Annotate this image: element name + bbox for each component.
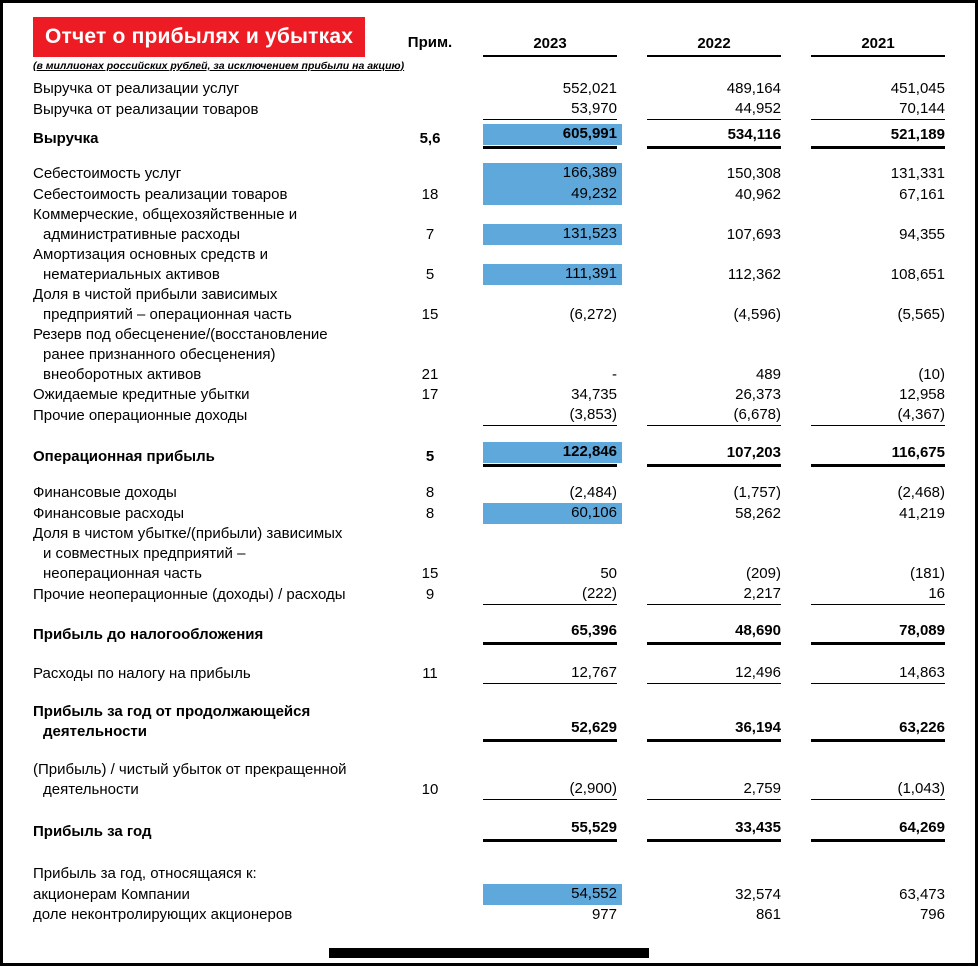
row-value: 50 [600,565,617,582]
row-label [33,625,407,645]
row-label [33,79,407,99]
label-line: нематериальных активов [43,266,220,283]
row-value: 32,574 [735,886,781,903]
label-line: Коммерческие, общехозяйственные и [33,206,298,223]
label-line: предприятий – операционная часть [43,306,292,323]
row-value: 131,331 [890,165,945,182]
row-label [33,885,407,905]
table-row [33,483,945,503]
column-header-year-2023: 2023 [483,35,617,57]
row-note: 15 [421,565,439,582]
row-label [33,585,407,605]
row-value: 861 [755,906,781,923]
row-value: 34,735 [571,386,617,403]
table-row [33,702,945,742]
row-label [33,325,407,385]
highlighted-value: 54,552 [483,884,622,905]
label-line: и совместных предприятий – [43,545,246,562]
table-row [33,124,945,149]
highlighted-value: 60,106 [483,503,622,524]
row-label [33,205,407,245]
row-label [33,185,407,205]
row-value: 12,958 [899,386,945,403]
table-row [33,663,945,684]
row-note: 10 [421,781,439,798]
row-label [33,100,407,120]
row-value: 489,164 [726,80,781,97]
row-value: 44,952 [647,99,781,120]
row-value: (181) [909,565,945,582]
row-value: (2,900) [483,779,617,800]
highlighted-value: 49,232 [483,184,622,205]
row-value: (3,853) [483,405,617,426]
row-value: (4,367) [811,405,945,426]
row-note: 15 [421,306,439,323]
highlighted-value: 605,991 [483,124,622,145]
row-note: 5 [425,448,435,465]
row-value: 94,355 [899,226,945,243]
row-value: (10) [918,366,945,383]
row-value: 52,629 [483,718,617,742]
label-line: Финансовые доходы [33,484,177,501]
label-line: Выручка [33,130,99,147]
label-line: Прибыль до налогообложения [33,626,264,643]
label-line: Прибыль за год [33,823,152,840]
row-label [33,702,407,742]
row-note: 5 [425,266,435,283]
label-line: Ожидаемые кредитные убытки [33,386,250,403]
row-value: 108,651 [890,266,945,283]
row-label [33,524,407,584]
label-line: акционерам Компании [33,886,190,903]
row-note: 7 [425,226,435,243]
label-line: Выручка от реализации товаров [33,101,259,118]
row-value: 55,529 [483,818,617,842]
table-row [33,285,945,325]
row-value: 552,021 [562,80,617,97]
label-line: внеоборотных активов [43,366,202,383]
row-value: 41,219 [899,505,945,522]
row-value: 451,045 [890,80,945,97]
row-note: 8 [425,505,435,522]
row-value: 70,144 [811,99,945,120]
label-line: Прочие операционные доходы [33,407,248,424]
table-row [33,99,945,120]
label-line: административные расходы [43,226,241,243]
label-line: Операционная прибыль [33,448,215,465]
row-value [483,184,617,205]
row-label [33,864,407,884]
row-value [483,442,617,467]
label-line: деятельности [43,723,147,740]
units-note: (в миллионах российских рублей, за исключением прибыли на акцию) [33,60,405,72]
report-body [33,79,945,925]
highlighted-value: 122,846 [483,442,622,463]
label-line: Себестоимость услуг [33,165,182,182]
title-area [33,17,407,57]
highlighted-value: 166,389 [483,163,622,184]
row-label [33,385,407,405]
row-value: (5,565) [897,306,945,323]
row-value: (1,757) [733,484,781,501]
table-row [33,205,945,245]
page-title: Отчет о прибылях и убытках [33,17,365,57]
label-line: Доля в чистой прибыли зависимых [33,286,278,303]
row-label [33,483,407,503]
label-line: деятельности [43,781,139,798]
row-value: 534,116 [647,125,781,149]
row-value [483,503,617,524]
row-label [33,245,407,285]
highlighted-value: 131,523 [483,224,622,245]
row-value: 12,496 [647,663,781,684]
label-line: Прочие неоперационные (доходы) / расходы [33,586,346,603]
row-value: 116,675 [811,443,945,467]
row-value: 112,362 [727,266,781,283]
row-label [33,406,407,426]
row-note: 18 [421,186,439,203]
table-row [33,79,945,99]
table-row [33,245,945,285]
row-value: 14,863 [811,663,945,684]
row-value: 977 [591,906,617,923]
label-line: Расходы по налогу на прибыль [33,665,251,682]
row-value: 107,693 [726,226,781,243]
label-line: Прибыль за год от продолжающейся [33,703,311,720]
row-label [33,285,407,325]
row-value: 36,194 [647,718,781,742]
table-row [33,405,945,426]
row-value: 48,690 [647,621,781,645]
row-label [33,164,407,184]
row-value [483,264,617,285]
label-line: Прибыль за год, относящаяся к: [33,865,257,882]
label-line: доле неконтролирующих акционеров [33,906,293,923]
row-value: 2,217 [647,584,781,605]
table-row [33,884,945,905]
row-value: 53,970 [483,99,617,120]
row-value: 796 [919,906,945,923]
label-line: Финансовые расходы [33,505,185,522]
row-value: 58,262 [735,505,781,522]
row-value: (4,596) [733,306,781,323]
row-value: 78,089 [811,621,945,645]
table-row [33,385,945,405]
row-note: 5,6 [419,130,441,147]
row-note: 8 [425,484,435,501]
row-label [33,664,407,684]
row-value: (6,678) [647,405,781,426]
row-value: (1,043) [811,779,945,800]
column-header-year-2022: 2022 [647,35,781,57]
table-row [33,905,945,925]
label-line: ранее признанного обесценения) [43,346,276,363]
row-value: 489 [755,366,781,383]
row-label [33,447,407,467]
row-value: - [612,366,617,383]
row-value: 63,226 [811,718,945,742]
row-value [483,884,617,905]
label-line: Выручка от реализации услуг [33,80,240,97]
table-row [33,524,945,584]
row-value: 2,759 [647,779,781,800]
row-label [33,504,407,524]
label-line: (Прибыль) / чистый убыток от прекращенной [33,761,347,778]
row-note: 17 [421,386,439,403]
row-value: (2,468) [897,484,945,501]
row-value: 107,203 [647,443,781,467]
row-value: 67,161 [899,186,945,203]
row-label [33,822,407,842]
row-value: 33,435 [647,818,781,842]
highlighted-value: 111,391 [483,264,622,285]
row-value: (222) [483,584,617,605]
table-row [33,584,945,605]
row-value: 12,767 [483,663,617,684]
row-value: 63,473 [899,886,945,903]
row-note: 11 [422,665,438,682]
label-line: Доля в чистом убытке/(прибыли) зависимых [33,525,343,542]
row-value: 150,308 [726,165,781,182]
report-header [33,17,945,57]
row-value [483,224,617,245]
column-header-note: Прим. [407,34,453,51]
row-value: 64,269 [811,818,945,842]
table-row [33,760,945,800]
label-line: Резерв под обесценение/(восстановление [33,326,328,343]
row-value: 65,396 [483,621,617,645]
table-row [33,864,945,884]
row-note: 9 [425,586,435,603]
row-value: 40,962 [735,186,781,203]
row-value: (6,272) [569,306,617,323]
row-value: 16 [811,584,945,605]
row-label [33,129,407,149]
table-row [33,818,945,842]
label-line: Амортизация основных средств и [33,246,269,263]
table-row [33,163,945,184]
row-label [33,905,407,925]
table-row [33,325,945,385]
row-value: 521,189 [811,125,945,149]
row-value: (209) [745,565,781,582]
table-row [33,503,945,524]
row-value: (2,484) [569,484,617,501]
label-line: Себестоимость реализации товаров [33,186,288,203]
table-row [33,184,945,205]
table-row [33,442,945,467]
row-label [33,760,407,800]
table-row [33,621,945,645]
label-line: неоперационная часть [43,565,202,582]
column-header-year-2021: 2021 [811,35,945,57]
row-value [483,124,617,149]
row-value: 26,373 [735,386,781,403]
row-note: 21 [421,366,439,383]
footer-bar [329,948,649,958]
row-value [483,163,617,184]
